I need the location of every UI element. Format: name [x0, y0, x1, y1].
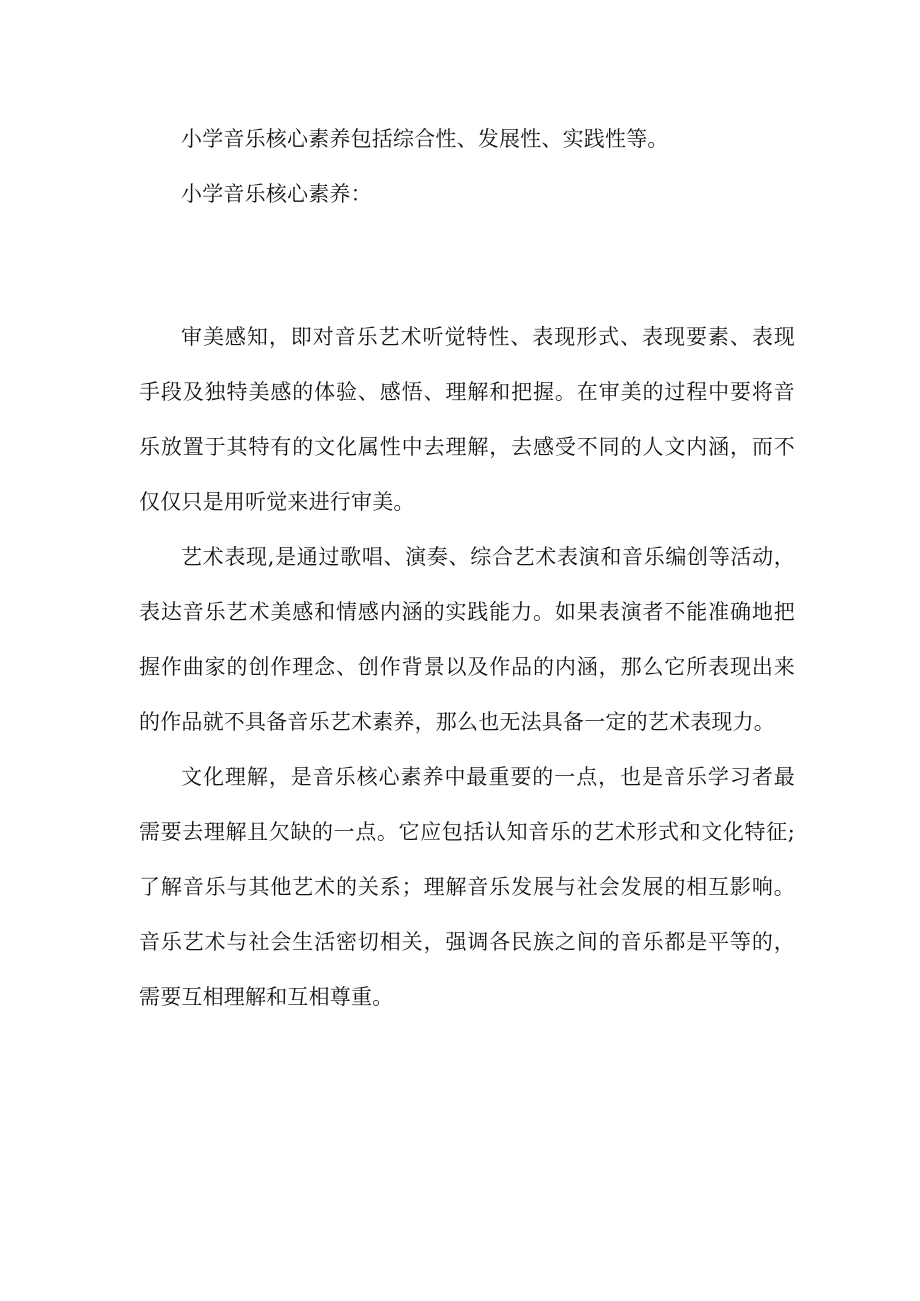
- intro-paragraph: 小学音乐核心素养包括综合性、发展性、实践性等。: [181, 127, 669, 151]
- cultural-understanding-paragraph: 文化理解，是音乐核心素养中最重要的一点，也是音乐学习者最需要去理解且欠缺的一点。它应包括认知音乐的艺术形式和文化特征;了解音乐与其他艺术的关系；理解音乐发展与社会发展的相互影响。音乐艺术与社会生活密切相关，强调各民族之间的音乐都是平等的，需要互相理解和互相尊重。: [139, 765, 795, 1009]
- document-body: [139, 112, 795, 1025]
- section-heading: 小学音乐核心素养：: [181, 182, 372, 206]
- paragraph-spacer: [139, 222, 795, 310]
- artistic-expression-paragraph: 艺术表现,是通过歌唱、演奏、综合艺术表演和音乐编创等活动，表达音乐艺术美感和情感内涵的实践能力。如果表演者不能准确地把握作曲家的创作理念、创作背景以及作品的内涵，那么它所表现出来的作品就不具备音乐艺术素养，那么也无法具备一定的艺术表现力。: [139, 545, 795, 734]
- aesthetic-perception-paragraph: 审美感知，即对音乐艺术听觉特性、表现形式、表现要素、表现手段及独特美感的体验、感悟、理解和把握。在审美的过程中要将音乐放置于其特有的文化属性中去理解，去感受不同的人文内涵，而不仅仅只是用听觉来进行审美。: [139, 325, 795, 514]
